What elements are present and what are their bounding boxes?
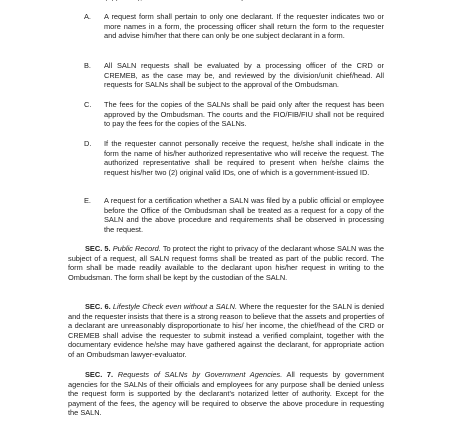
item-text: All SALN requests shall be evaluated by a processing officer of the CRD or CREMEB, as the case may be, and reviewed by the division/unit chief/head. All requests for SALNs shall be subject to the approval of the Ombudsman. — [104, 61, 384, 90]
section-title: Public Record. — [112, 244, 161, 253]
item-text: A request form shall pertain to only one declarant. If the requester indicates two or more names in a form, the processing officer shall return the form to the requester and advise him/her that there can only be one subject declarant in a form. — [104, 12, 384, 41]
cut-off-text-line — [105, 0, 375, 1]
item-letter: E. — [84, 196, 91, 205]
section-6 — [68, 302, 384, 359]
item-text: If the requester cannot personally receive the request, he/she shall indicate in the form the name of his/her authorized representative who will receive the request. The authorized representative shall be required to present when he/she claims the request his/her two (2) original valid IDs, one of which is a government-issued ID. — [104, 139, 384, 177]
item-letter: A. — [84, 12, 91, 21]
section-number: SEC. 6. — [85, 302, 111, 311]
item-text: A request for a certification whether a SALN was filed by a public official or employee before the Office of the Ombudsman shall be treated as a request for a copy of the SALN and the above procedure and requirements shall be observed in processing the request. — [104, 196, 384, 234]
section-number: SEC. 5. — [85, 244, 111, 253]
section-body: All requests by government agencies for the SALNs of their officials and employees for any purpose shall be denied unless the request form is supported by the declarant's notarized letter of authority. Except for the payment of the fees, the agency will be required to observe the above procedure in requesting the SALN. — [68, 370, 384, 417]
section-number: SEC. 7. — [85, 370, 114, 379]
section-title: Lifestyle Check even without a SALN. — [112, 302, 238, 311]
section-body: To protect the right to privacy of the declarant whose SALN was the subject of a request, all SALN request forms shall be treated as part of the public record. The form shall be made readily available to the declarant upon his/her request in writing to the Ombudsman. The form shall be kept by the custodian of the SALN. — [68, 244, 384, 282]
section-body: Where the requester for the SALN is denied and the requester insists that there is a strong reason to believe that the assets and properties of a declarant are unreasonably disproportionate to his/ her income, the chief/head of the CRD or CREMEB shall advise the requester to submit instead a verified complaint, together with the documentary evidence he/she may have gathered against the declarant, for appropriate action of an Ombudsman lawyer-evaluator. — [68, 302, 385, 359]
section-5 — [68, 244, 384, 282]
section-title: Requests of SALNs by Government Agencies. — [117, 370, 283, 379]
item-letter: C. — [84, 100, 92, 109]
item-letter: D. — [84, 139, 92, 148]
item-letter: B. — [84, 61, 91, 70]
section-7 — [68, 370, 384, 418]
item-text: The fees for the copies of the SALNs shall be paid only after the request has been approved by the Ombudsman. The courts and the FIO/FIB/FIU shall not be required to pay the fees for the copies of the SALNs. — [104, 100, 384, 129]
